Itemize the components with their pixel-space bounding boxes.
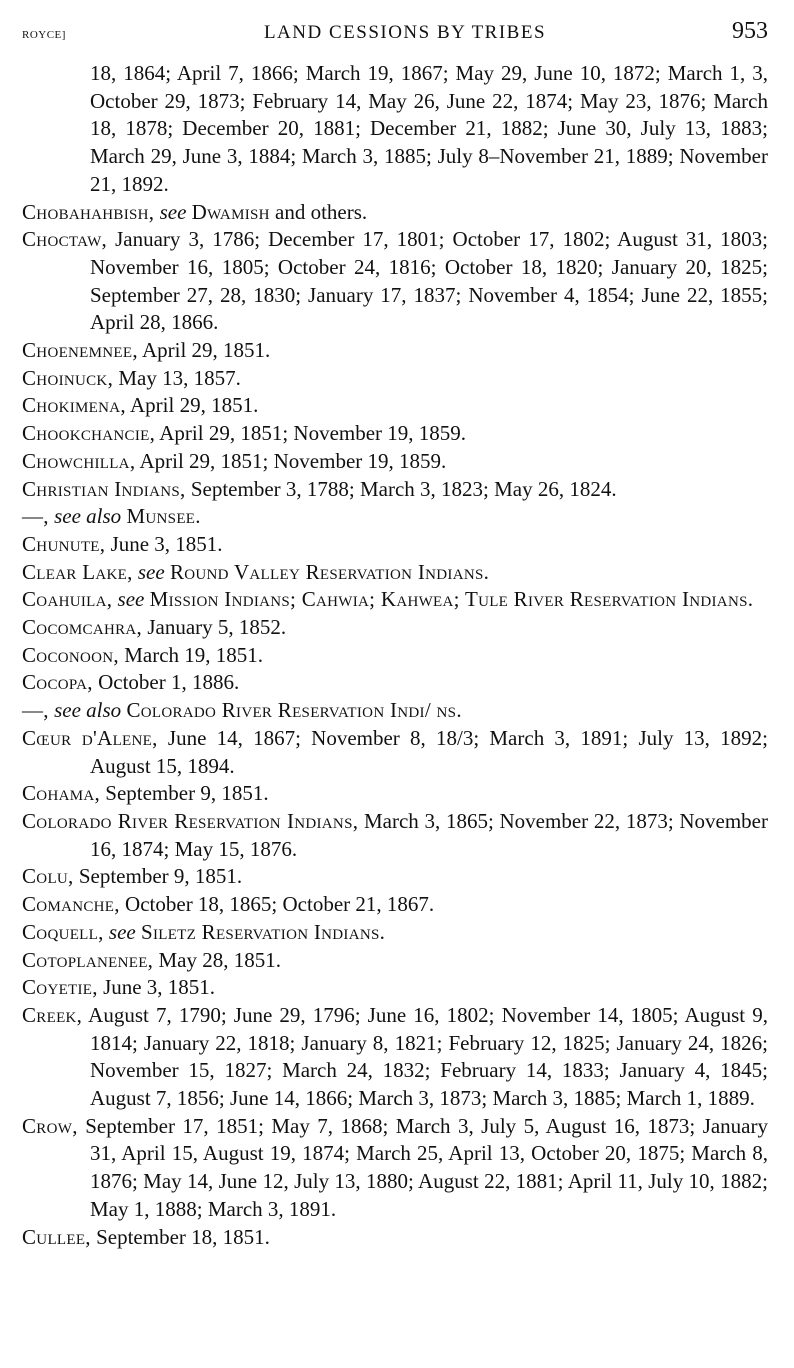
entry-dates: .	[747, 587, 753, 612]
index-entry	[22, 780, 768, 808]
index-entry	[22, 476, 768, 504]
entry-dates: .	[379, 919, 385, 944]
entry-cross-reference: Mission Indians; Cahwia; Kahwea; Tule River Reservation Indians	[149, 587, 748, 612]
entry-dates: September 18, 1851.	[90, 1224, 270, 1249]
index-entry	[22, 559, 768, 587]
entry-headword: Choenemnee,	[22, 338, 138, 363]
running-head-author: ROYCE]	[22, 29, 66, 41]
entry-headword: Colorado River Reservation Indians,	[22, 808, 359, 833]
index-entry	[22, 808, 768, 863]
entry-headword: —,	[22, 504, 49, 529]
entry-dates: October 18, 1865; October 21, 1867.	[119, 892, 435, 917]
entry-dates: .	[483, 559, 489, 584]
entry-cross-reference: Dwamish	[191, 199, 270, 224]
entry-dates: June 14, 1867; November 8, 18/3; March 3, 1891; July 13, 1892; August 15, 1894.	[90, 725, 768, 778]
entry-dates: September 17, 1851; May 7, 1868; March 3, July 5, August 16, 1873; January 31, April 15, August 19, 1874; March 25, April 13, October 20, 1875; March 8, 1876; May 14, June 12, July 13, 1880; August 22, 1881; April 11, July 10, 1882; May 1, 1888; March 3, 1891.	[77, 1113, 768, 1221]
entry-headword: Christian Indians,	[22, 476, 186, 501]
entry-headword: Creek,	[22, 1002, 83, 1027]
index-entry	[22, 586, 768, 614]
index-entry	[22, 392, 768, 420]
entry-dates: September 9, 1851.	[100, 781, 269, 806]
index-entry	[22, 365, 768, 393]
index-entry	[22, 226, 768, 337]
entry-dates: June 3, 1851.	[97, 975, 216, 1000]
entry-headword: Coahuila,	[22, 587, 113, 612]
entry-cross-reference: Munsee	[126, 504, 196, 529]
index-entry	[22, 1113, 768, 1224]
entry-dates: 18, 1864; April 7, 1866; March 19, 1867; May 29, June 10, 1872; March 1, 3, October 29, 1873; February 14, May 26, June 22, 1874; May 23, 1876; March 18, 1878; December 20, 1881; December 21, 1882; June 30, July 13, 1883; March 29, June 3, 1884; March 3, 1885; July 8–November 21, 1889; November 21, 1892.	[90, 61, 768, 196]
index-entry	[22, 697, 768, 725]
entry-dates: .	[456, 698, 462, 723]
index-entry	[22, 531, 768, 559]
entry-headword: Choinuck,	[22, 365, 114, 390]
entry-headword: Coquell,	[22, 919, 104, 944]
entry-headword: Choctaw,	[22, 227, 108, 252]
index-entry	[22, 420, 768, 448]
entry-headword: Chokimena,	[22, 393, 126, 418]
entry-dates: April 29, 1851; November 19, 1859.	[135, 448, 447, 473]
index-entry	[22, 614, 768, 642]
index-entry	[22, 863, 768, 891]
index-entry	[22, 725, 768, 780]
index-entry	[22, 669, 768, 697]
entry-headword: Chobahahbish,	[22, 199, 155, 224]
entry-dates: April 29, 1851; November 19, 1859.	[155, 421, 467, 446]
entry-see-reference-label: see	[137, 559, 165, 584]
entry-headword: Cocopa,	[22, 670, 93, 695]
entry-dates: .	[195, 504, 201, 529]
entry-dates: March 19, 1851.	[118, 642, 264, 667]
index-entry	[22, 448, 768, 476]
running-head	[22, 18, 768, 52]
entry-dates: May 13, 1857.	[113, 365, 241, 390]
entry-headword: —,	[22, 698, 49, 723]
entry-headword: Cotoplanenee,	[22, 947, 154, 972]
entry-dates: September 9, 1851.	[73, 864, 243, 889]
entry-headword: Cocomcahra,	[22, 615, 143, 640]
index-entry	[22, 1224, 768, 1252]
entry-headword: Coconoon,	[22, 642, 119, 667]
index-entry	[22, 891, 768, 919]
entry-headword: Cullee,	[22, 1224, 91, 1249]
entry-dates: January 5, 1852.	[142, 615, 287, 640]
entry-dates: April 29, 1851.	[125, 393, 259, 418]
entry-cross-reference: Round Valley Reservation Indians	[169, 559, 484, 584]
entry-headword: Chookchancie,	[22, 421, 156, 446]
entry-see-reference-label: see	[108, 919, 136, 944]
entry-see-reference-label: see	[159, 199, 187, 224]
entry-headword: Comanche,	[22, 892, 120, 917]
entry-dates: April 29, 1851.	[137, 338, 271, 363]
entry-headword: Cœur d'Alene,	[22, 725, 158, 750]
entry-headword: Clear Lake,	[22, 559, 133, 584]
index-entry	[22, 503, 768, 531]
index-entry	[22, 60, 768, 199]
index-entry	[22, 642, 768, 670]
entry-dates: January 3, 1786; December 17, 1801; October 17, 1802; August 31, 1803; November 16, 1805; October 24, 1816; October 18, 1820; January 20, 1825; September 27, 28, 1830; January 17, 1837; November 4, 1854; June 22, 1855; April 28, 1866.	[90, 227, 768, 335]
index-entry	[22, 947, 768, 975]
entry-dates: March 3, 1865; November 22, 1873; November 16, 1874; May 15, 1876.	[90, 808, 768, 861]
entry-cross-reference: Siletz Reservation Indians	[140, 919, 380, 944]
running-head-title: LAND CESSIONS BY TRIBES	[263, 22, 547, 43]
entry-headword: Chowchilla,	[22, 448, 136, 473]
entry-dates: and others.	[269, 199, 368, 224]
index-entry	[22, 199, 768, 227]
entry-see-reference-label: see	[117, 587, 145, 612]
entry-headword: Coyetie,	[22, 975, 98, 1000]
entry-headword: Cohama,	[22, 781, 101, 806]
page-number: 953	[732, 18, 768, 44]
entry-headword: Crow,	[22, 1113, 78, 1138]
index-entry	[22, 337, 768, 365]
index-entries	[22, 60, 768, 1251]
entry-cross-reference: Colorado River Reservation Indi/ ns	[126, 698, 457, 723]
entry-dates: June 3, 1851.	[105, 531, 223, 556]
entry-see-reference-label: see also	[54, 698, 122, 723]
index-entry	[22, 1002, 768, 1113]
entry-dates: September 3, 1788; March 3, 1823; May 26, 1824.	[185, 476, 617, 501]
entry-dates: August 7, 1790; June 29, 1796; June 16, 1802; November 14, 1805; August 9, 1814; January 22, 1818; January 8, 1821; February 12, 1825; January 24, 1826; November 15, 1827; March 24, 1832; February 14, 1833; January 4, 1845; August 7, 1856; June 14, 1866; March 3, 1873; March 3, 1885; March 1, 1889.	[82, 1002, 768, 1111]
entry-see-reference-label: see also	[54, 504, 122, 529]
entry-headword: Chunute,	[22, 531, 106, 556]
entry-dates: October 1, 1886.	[92, 670, 240, 695]
index-entry	[22, 974, 768, 1002]
entry-dates: May 28, 1851.	[153, 947, 281, 972]
index-entry	[22, 919, 768, 947]
entry-headword: Colu,	[22, 864, 74, 889]
